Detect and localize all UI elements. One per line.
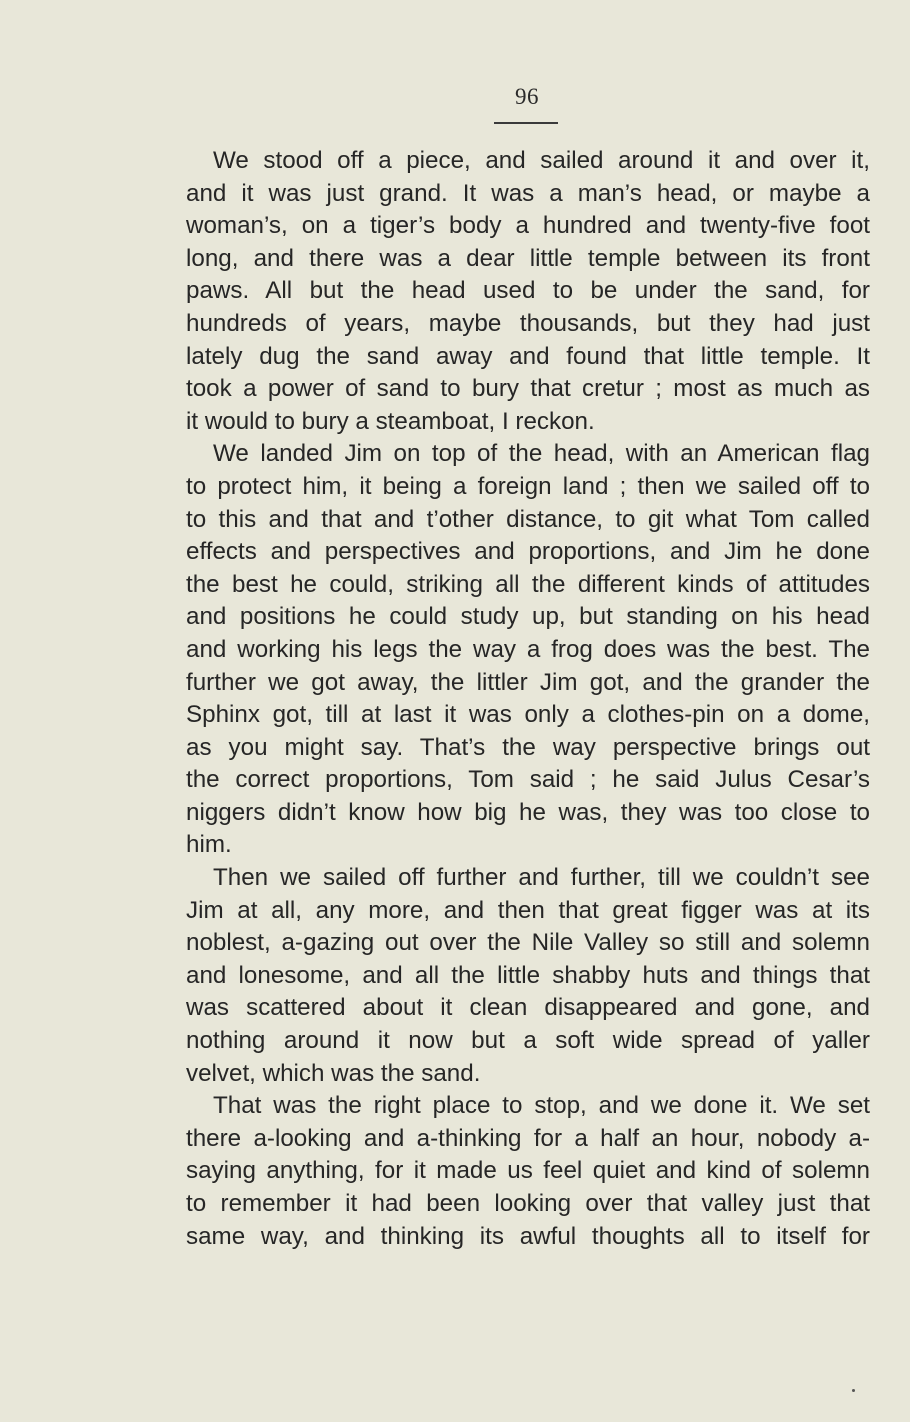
text-line: and lonesome, and all the little shabby huts and things that <box>186 961 870 989</box>
paragraph <box>186 438 870 862</box>
page-number-rule <box>494 122 558 124</box>
paragraph <box>186 862 870 1090</box>
text-line: Sphinx got, till at last it was only a clothes-pin on a dome, <box>186 701 870 729</box>
text-line: the best he could, striking all the different kinds of attitudes <box>186 570 870 598</box>
text-line: it would to bury a steamboat, I reckon. <box>186 407 595 435</box>
text-line: velvet, which was the sand. <box>186 1059 481 1087</box>
text-line: saying anything, for it made us feel quiet and kind of solemn <box>186 1157 870 1185</box>
text-line: to protect him, it being a foreign land ; then we sailed off to <box>186 472 870 500</box>
text-line: and it was just grand. It was a man’s head, or maybe a <box>186 179 870 207</box>
body-text <box>186 145 870 1253</box>
text-line: as you might say. That’s the way perspective brings out <box>186 733 870 761</box>
text-line: lately dug the sand away and found that little temple. It <box>186 342 870 370</box>
text-line: Then we sailed off further and further, till we couldn’t see <box>213 864 870 892</box>
text-line: woman’s, on a tiger’s body a hundred and twenty-five foot <box>186 212 870 240</box>
text-line: same way, and thinking its awful thoughts all to itself for <box>186 1222 870 1250</box>
text-line: to remember it had been looking over that valley just that <box>186 1190 870 1217</box>
text-line: nothing around it now but a soft wide spread of yaller <box>186 1027 870 1055</box>
text-line: That was the right place to stop, and we done it. We set <box>213 1092 870 1120</box>
text-line: the correct proportions, Tom said ; he said Julus Cesar’s <box>186 766 870 794</box>
text-line: and working his legs the way a frog does was the best. The <box>186 635 870 663</box>
text-line: paws. All but the head used to be under the sand, for <box>186 277 870 305</box>
scan-speck <box>852 1389 855 1392</box>
paragraph <box>186 1090 870 1253</box>
text-line: there a-looking and a-thinking for a half an hour, nobody a- <box>186 1124 870 1152</box>
text-line: niggers didn’t know how big he was, they was too close to <box>186 798 870 826</box>
text-line: noblest, a-gazing out over the Nile Valley so still and solemn <box>186 929 870 957</box>
text-line: was scattered about it clean disappeared and gone, and <box>186 994 870 1022</box>
text-line: him. <box>186 831 232 859</box>
text-line: and positions he could study up, but standing on his head <box>186 603 870 631</box>
text-line: took a power of sand to bury that cretur ; most as much as <box>186 375 870 403</box>
text-line: long, and there was a dear little temple between its front <box>186 244 870 272</box>
paragraph <box>186 145 870 438</box>
text-line: hundreds of years, maybe thousands, but they had just <box>186 309 870 337</box>
text-line: Jim at all, any more, and then that great figger was at its <box>186 896 870 924</box>
text-line: effects and perspectives and proportions, and Jim he done <box>186 538 870 566</box>
text-line: to this and that and t’other distance, to git what Tom called <box>186 505 870 533</box>
page-number: 96 <box>515 84 539 109</box>
text-line: We landed Jim on top of the head, with an American flag <box>213 440 870 468</box>
text-line: We stood off a piece, and sailed around it and over it, <box>213 147 870 174</box>
text-line: further we got away, the littler Jim got, and the grander the <box>186 668 870 696</box>
